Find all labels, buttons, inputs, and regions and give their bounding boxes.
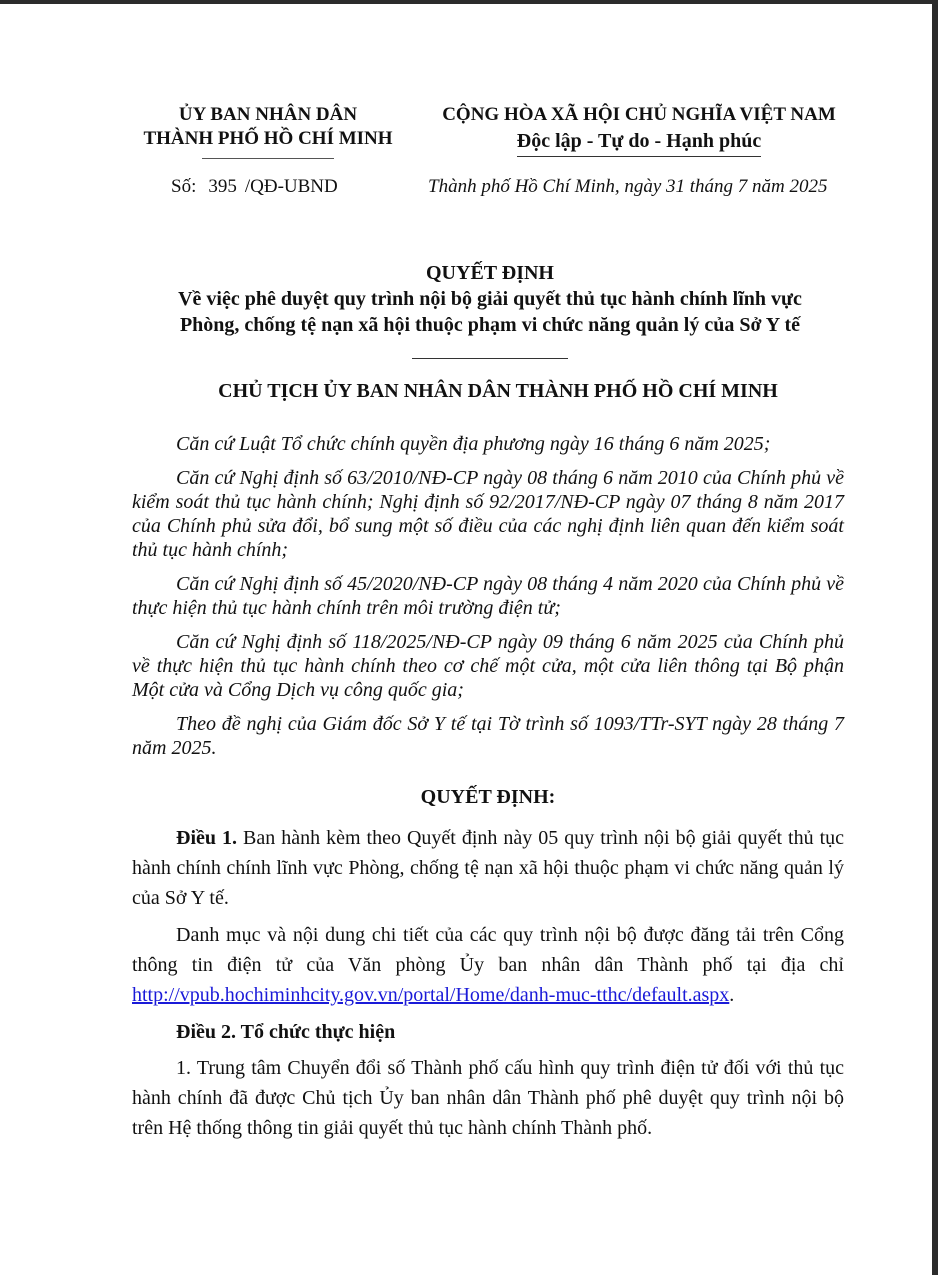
legal-basis-item: Căn cứ Nghị định số 63/2010/NĐ-CP ngày 08 tháng 6 năm 2010 của Chính phủ về kiểm soát thủ tục hành chính; Nghị định số 92/2017/NĐ-CP ngày 07 tháng 8 năm 2017 của Chính phủ sửa đổi, bổ sung một số điều của các nghị định liên quan đến kiểm soát thủ tục hành chính;: [132, 467, 844, 561]
title-subject-line-2: Phòng, chống tệ nạn xã hội thuộc phạm vi chức năng quản lý của Sở Y tế: [179, 314, 801, 336]
place-and-date: Thành phố Hồ Chí Minh, ngày 31 tháng 7 năm 2025: [428, 176, 828, 197]
article-1-text: Ban hành kèm theo Quyết định này 05 quy trình nội bộ giải quyết thủ tục hành chính chính lĩnh vực Phòng, chống tệ nạn xã hội thuộc phạm vi chức năng quản lý của Sở Y tế.: [132, 827, 845, 909]
viewer-right-border: [932, 0, 938, 1275]
procedure-list-link[interactable]: http://vpub.hochiminhcity.gov.vn/portal/Home/danh-muc-tthc/default.aspx: [132, 984, 730, 1006]
decision-heading: QUYẾT ĐỊNH:: [420, 786, 556, 808]
title-heading: QUYẾT ĐỊNH: [426, 262, 554, 284]
article-1: [132, 823, 844, 1010]
agency-line-2: THÀNH PHỐ HỒ CHÍ MINH: [143, 128, 393, 149]
doc-no-value: 395: [208, 176, 237, 197]
article-1-para-1: [132, 823, 844, 913]
legal-basis-item: Căn cứ Nghị định số 45/2020/NĐ-CP ngày 08 tháng 4 năm 2020 của Chính phủ về thực hiện thủ tục hành chính trên môi trường điện tử;: [132, 573, 844, 619]
legal-basis: [132, 432, 844, 760]
document-number: [171, 176, 338, 198]
document-body: [132, 432, 844, 1150]
article-1-label: Điều 1.: [176, 827, 237, 849]
title-subject-line-1: Về việc phê duyệt quy trình nội bộ giải quyết thủ tục hành chính lĩnh vực: [178, 288, 802, 310]
article-1-para-2: [132, 920, 844, 1010]
doc-no-label: Số:: [171, 176, 197, 197]
legal-basis-item: Căn cứ Nghị định số 118/2025/NĐ-CP ngày 09 tháng 6 năm 2025 của Chính phủ về thực hiện thủ tục hành chính theo cơ chế một cửa, một cửa liên thông tại Bộ phận Một cửa và Cổng Dịch vụ công quốc gia;: [132, 631, 844, 701]
nation-name: CỘNG HÒA XÃ HỘI CHỦ NGHĨA VIỆT NAM: [442, 104, 836, 125]
issuing-authority: CHỦ TỊCH ỦY BAN NHÂN DÂN THÀNH PHỐ HỒ CHÍ MINH: [218, 380, 778, 402]
agency-underline: [202, 158, 334, 159]
agency-line-1: ỦY BAN NHÂN DÂN: [178, 104, 358, 125]
article-2-heading: Điều 2. Tổ chức thực hiện: [176, 1021, 396, 1043]
legal-basis-item: Căn cứ Luật Tổ chức chính quyền địa phương ngày 16 tháng 6 năm 2025;: [176, 433, 771, 455]
article-1-para-2-text: Danh mục và nội dung chi tiết của các quy trình nội bộ được đăng tải trên Cổng thông tin điện tử của Văn phòng Ủy ban nhân dân Thành phố tại địa chỉ: [132, 924, 844, 976]
article-2-item-1: 1. Trung tâm Chuyển đổi số Thành phố cấu hình quy trình điện tử đối với thủ tục hành chính đã được Chủ tịch Ủy ban nhân dân Thành phố phê duyệt quy trình nội bộ trên Hệ thống thông tin giải quyết thủ tục hành chính Thành phố.: [132, 1057, 844, 1139]
issuing-agency: [118, 103, 418, 159]
title-divider: [412, 358, 568, 359]
article-2: [132, 1017, 844, 1143]
doc-no-suffix: /QĐ-UBND: [244, 176, 338, 197]
legal-basis-item: Theo đề nghị của Giám đốc Sở Y tế tại Tờ trình số 1093/TTr-SYT ngày 28 tháng 7 năm 2025.: [132, 713, 844, 759]
article-1-para-2-end: .: [729, 984, 735, 1006]
national-motto: Độc lập - Tự do - Hạnh phúc: [517, 129, 761, 157]
national-header: [418, 103, 860, 157]
document-title: [110, 260, 870, 359]
